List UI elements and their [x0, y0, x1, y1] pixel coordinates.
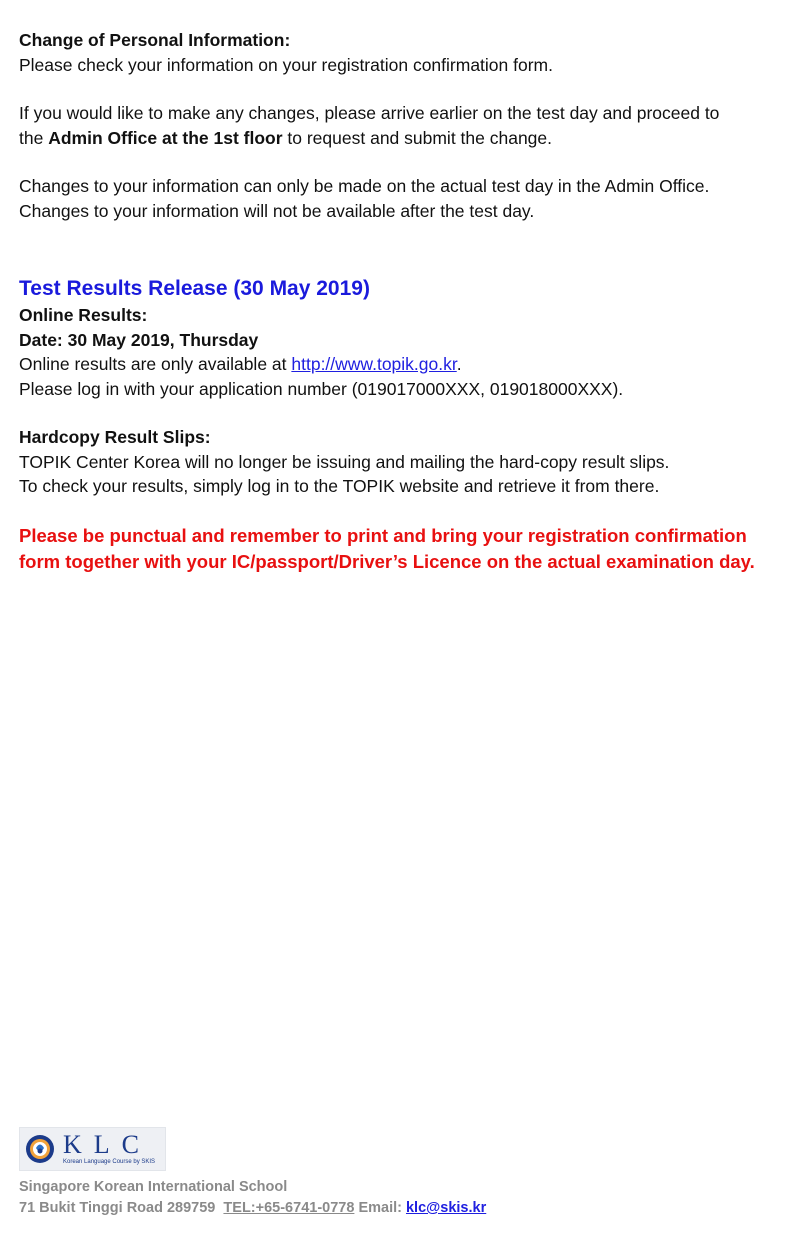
personal-info-heading: Change of Personal Information: [19, 30, 291, 50]
online-results-heading: Online Results: [19, 305, 148, 325]
changes-text-post: to request and submit the change. [282, 127, 553, 148]
changes-text-line-1: If you would like to make any changes, please arrive earlier on the test day and proceed to [19, 103, 720, 123]
address: 71 Bukit Tinggi Road 289759 [19, 1200, 216, 1216]
online-results-post: . [456, 354, 462, 374]
email-label: Email: [358, 1200, 402, 1216]
warning-line-1: Please be punctual and remember to print and bring your registration confirmation [19, 524, 747, 546]
results-date: Date: 30 May 2019, Thursday [19, 329, 259, 350]
logo-subtitle: Korean Language Course by SKIS [63, 1159, 156, 1165]
only-test-day-text: Changes to your information can only be made on the actual test day in the Admin Office. [19, 176, 710, 196]
school-name: Singapore Korean International School [19, 1179, 288, 1195]
not-after-text: Changes to your information will not be available after the test day. [19, 200, 535, 221]
contact-line [19, 1198, 486, 1219]
hardcopy-text-line-1: TOPIK Center Korea will no longer be issuing and mailing the hard-copy result slips. [19, 451, 670, 472]
klc-emblem-icon [25, 1134, 55, 1164]
online-results-pre: Online results are only available at [19, 354, 292, 374]
telephone[interactable]: TEL:+65-6741-0778 [223, 1200, 355, 1216]
online-results-text [19, 352, 779, 377]
admin-office-location: Admin Office at the 1st floor [48, 127, 283, 148]
document-body [19, 28, 779, 575]
check-info-text: Please check your information on your registration confirmation form. [19, 54, 553, 75]
login-instructions: Please log in with your application number (019017000XXX, 019018000XXX). [19, 378, 624, 399]
topik-website-link[interactable]: http://www.topik.go.kr [291, 354, 457, 374]
email-link[interactable]: klc@skis.kr [405, 1200, 487, 1216]
hardcopy-text-line-2: To check your results, simply log in to the TOPIK website and retrieve it from there. [19, 476, 660, 496]
results-section-title: Test Results Release (30 May 2019) [19, 277, 370, 300]
hardcopy-heading: Hardcopy Result Slips: [19, 427, 211, 447]
logo-letters: KLC [63, 1130, 151, 1159]
klc-logo [19, 1127, 166, 1171]
warning-line-2: form together with your IC/passport/Driver’s Licence on the actual examination day. [19, 550, 755, 572]
changes-text-pre: the [19, 127, 49, 148]
footer [19, 1127, 486, 1219]
changes-text-line-2 [19, 126, 779, 151]
